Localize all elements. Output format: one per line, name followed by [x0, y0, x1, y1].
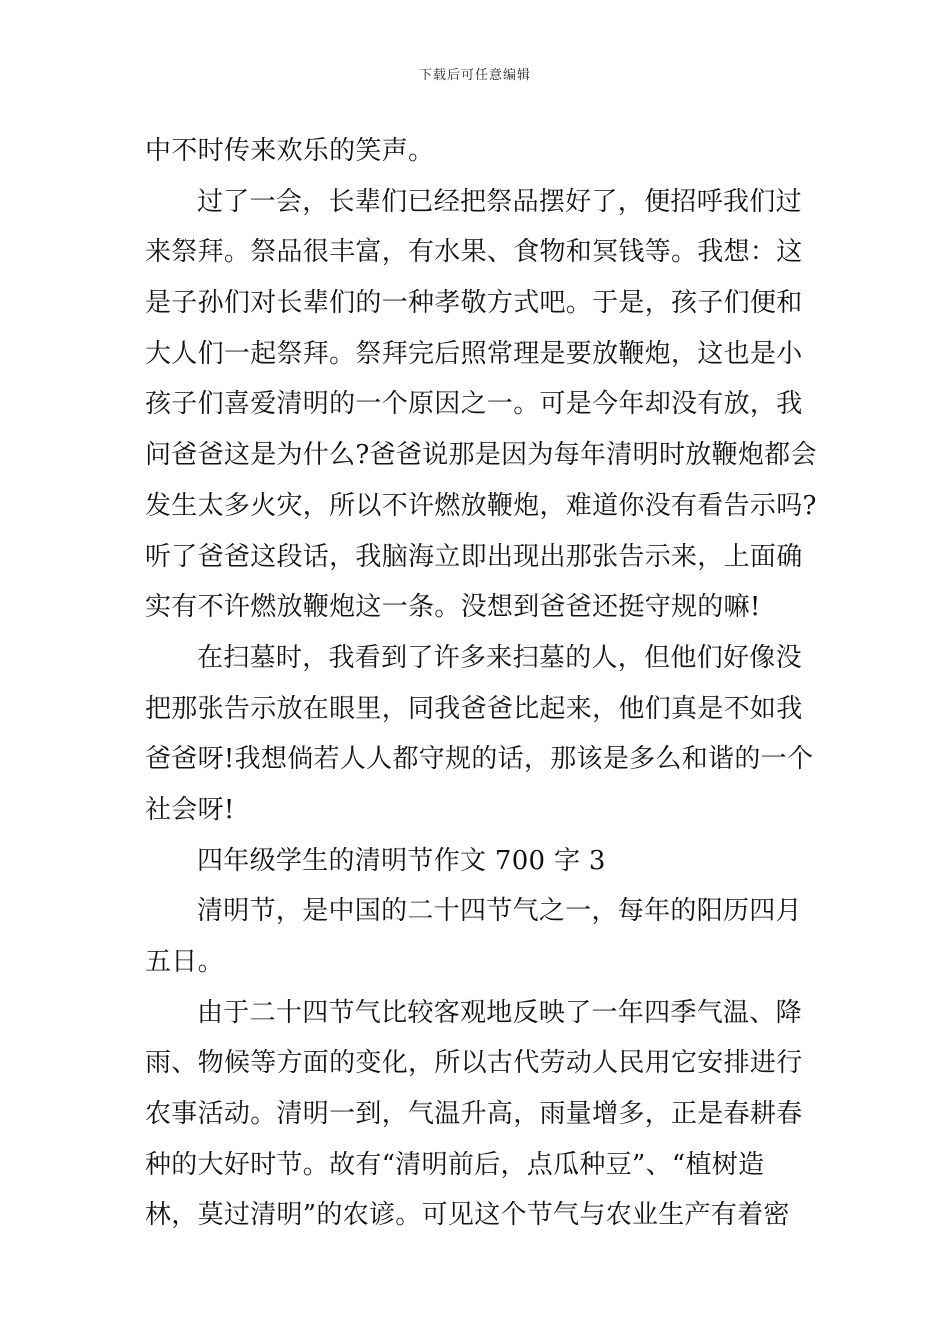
text-line: 清明节，是中国的二十四节气之一，每年的阳历四月	[197, 896, 802, 927]
text-line: 大人们一起祭拜。祭拜完后照常理是要放鞭炮，这也是小	[145, 338, 803, 369]
text-line: 实有不许燃放鞭炮这一条。没想到爸爸还挺守规的嘛!	[145, 592, 761, 623]
text-line: 问爸爸这是为什么?爸爸说那是因为每年清明时放鞭炮都会	[145, 440, 817, 471]
text-line: 孩子们喜爱清明的一个原因之一。可是今年却没有放，我	[145, 389, 803, 420]
text-line: 过了一会，长辈们已经把祭品摆好了，便招呼我们过	[197, 186, 802, 217]
text-line: 爸爸呀!我想倘若人人都守规的话，那该是多么和谐的一个	[145, 744, 814, 775]
document-body	[145, 126, 817, 1241]
section-heading: 四年级学生的清明节作文 700 字 3	[197, 845, 606, 876]
text-line: 雨、物候等方面的变化，所以古代劳动人民用它安排进行	[145, 1048, 803, 1079]
text-line: 种的大好时节。故有“清明前后，点瓜种豆”、“植树造	[145, 1149, 765, 1180]
text-line: 是子孙们对长辈们的一种孝敬方式吧。于是，孩子们便和	[145, 288, 803, 319]
page-header: 下载后可任意编辑	[418, 68, 531, 83]
text-line: 由于二十四节气比较客观地反映了一年四季气温、降	[197, 997, 802, 1028]
text-line: 五日。	[145, 947, 224, 977]
text-line: 听了爸爸这段话，我脑海立即出现出那张告示来，上面确	[145, 541, 803, 572]
text-line: 中不时传来欢乐的笑声。	[145, 136, 435, 166]
text-line: 把那张告示放在眼里，同我爸爸比起来，他们真是不如我	[145, 693, 803, 724]
text-line: 发生太多火灾，所以不许燃放鞭炮，难道你没有看告示吗?	[145, 490, 817, 521]
text-line: 来祭拜。祭品很丰富，有水果、食物和冥钱等。我想：这	[145, 237, 803, 268]
text-line: 社会呀!	[145, 794, 235, 825]
text-line: 在扫墓时，我看到了许多来扫墓的人，但他们好像没	[197, 642, 802, 673]
text-line: 农事活动。清明一到，气温升高，雨量增多，正是春耕春	[145, 1099, 803, 1130]
text-line: 林，莫过清明”的农谚。可见这个节气与农业生产有着密	[145, 1200, 790, 1231]
